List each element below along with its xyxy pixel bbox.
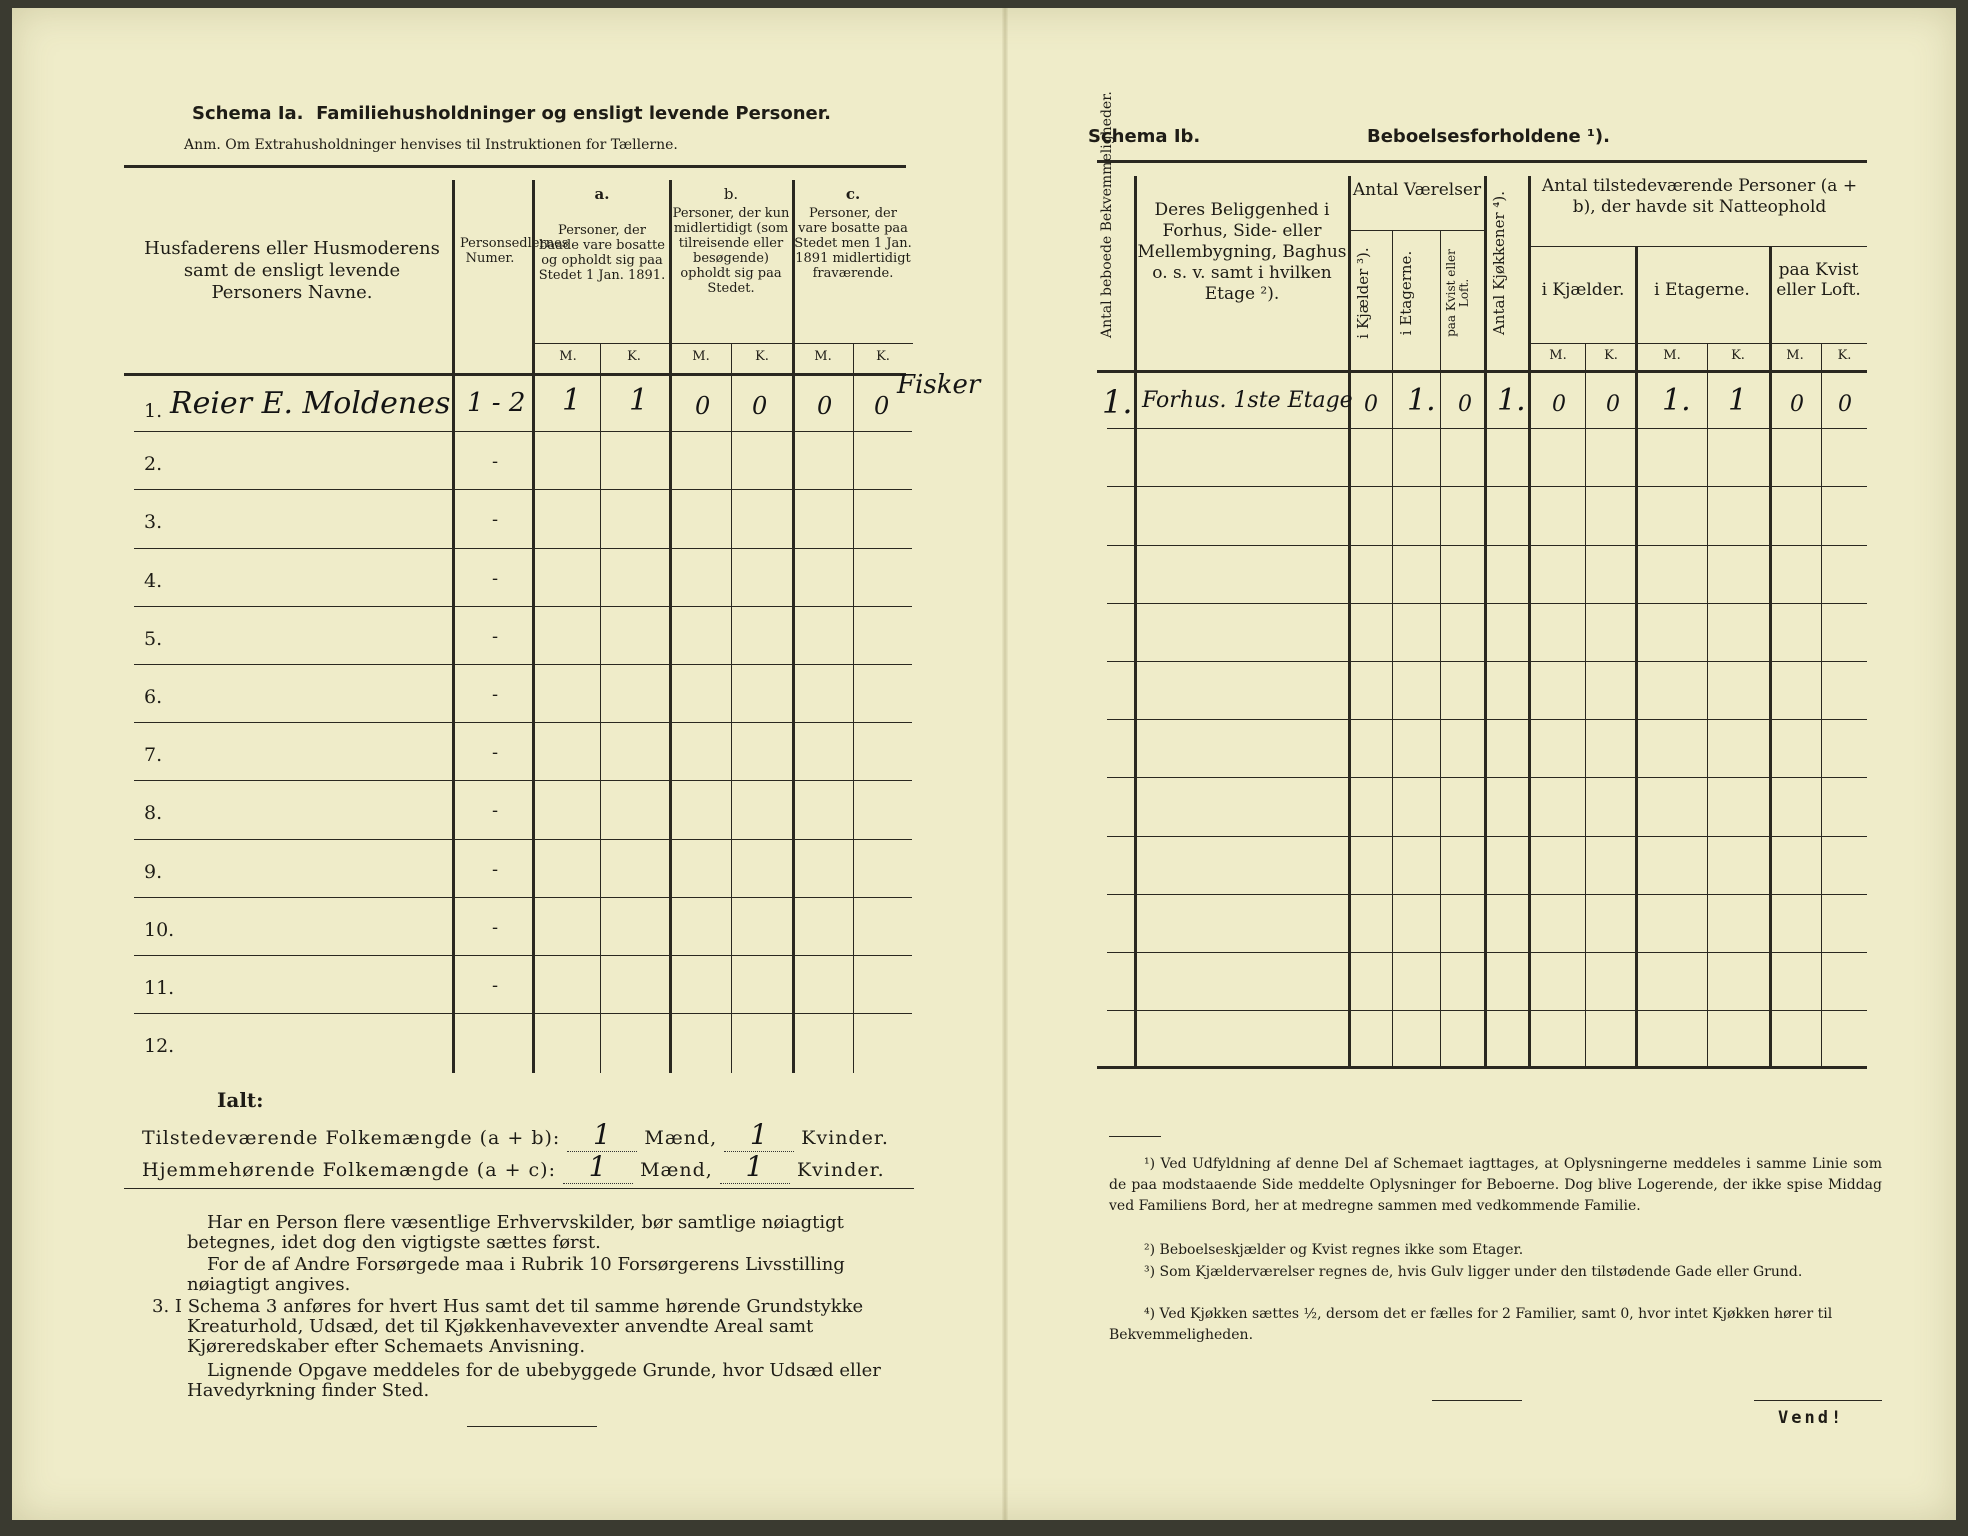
left-row-rule [134, 897, 912, 898]
mk-rule [535, 343, 913, 344]
rv-10 [1769, 246, 1772, 1066]
col-kjokkener: Antal Kjøkkener ⁴). [1490, 190, 1508, 336]
schema-ia-title: Schema Ia. Familiehusholdninger og ensligt levende Personer. [192, 103, 831, 124]
left-row-rule [134, 722, 912, 723]
row-num: 11. [144, 977, 175, 999]
row-num: 9. [144, 860, 163, 883]
col-c-letter: c. [845, 185, 861, 203]
left-row-rule [134, 431, 912, 432]
left-row-rule [134, 839, 912, 840]
r-pl-m-value: 0 [1790, 392, 1804, 417]
numer-dash: - [492, 916, 499, 938]
bottom-short-rule [1432, 1400, 1522, 1401]
footnote-rule [1109, 1136, 1161, 1137]
rtable-bottom-rule [1097, 1066, 1867, 1069]
a-m-label: M. [559, 349, 577, 364]
a-m-value: 1 [562, 383, 582, 418]
row-num: 8. [144, 802, 163, 825]
census-form-page [12, 8, 1956, 1520]
col-etagerne: i Etagerne. [1397, 250, 1415, 336]
numer-dash: - [492, 975, 499, 996]
hjem-k-value: 1 [745, 1150, 765, 1183]
note-1: Har en Person flere væsentlige Erhvervskilder, bør samtlige nøiagtigt betegnes, idet dog den vigtigste sættes først. [187, 1212, 844, 1253]
a-k-label: K. [627, 349, 641, 364]
r-pe-m-value: 1. [1662, 383, 1691, 418]
right-row-rule [1107, 719, 1867, 720]
r-pk-k-value: 0 [1606, 392, 1620, 417]
vline-b [792, 180, 795, 1073]
right-row-rule [1107, 545, 1867, 546]
right-row-rule [1107, 894, 1867, 895]
household-name: Reier E. Moldenes [170, 386, 451, 421]
note-4: Lignende Opgave meddeles for de ubebyggede Grunde, hvor Udsæd eller Havedyrkning finder Sted. [187, 1360, 881, 1401]
left-row-rule [134, 955, 912, 956]
a-k-value: 1 [629, 383, 649, 418]
schema-ib-title: Schema Ib. [1088, 126, 1201, 147]
hjem-row: Hjemmehørende Folkemængde (a + c): 1 Mænd, 1 Kvinder. [142, 1150, 885, 1183]
vline-names [452, 180, 455, 1073]
header-bottom-rule [124, 373, 906, 376]
rv-11 [1821, 343, 1822, 1066]
numer-dash: - [492, 451, 499, 473]
notes-end-rule [467, 1426, 597, 1427]
row-num: 5. [144, 627, 163, 650]
ialt-label: Ialt: [217, 1088, 264, 1112]
right-row-rule [1107, 1010, 1867, 1011]
row-num: 7. [144, 744, 163, 767]
r-antal-value: 1. [1102, 383, 1133, 421]
col-a-header: Personer, der baade vare bosatte og opholdt sig paa Stedet 1 Jan. 1891. [538, 223, 666, 283]
col-p-etagerne: i Etagerne. [1654, 280, 1750, 300]
anm-note: Anm. Om Extrahusholdninger henvises til Instruktionen for Tællerne. [184, 137, 678, 153]
pe-m-label: M. [1663, 348, 1681, 363]
person-numer: 1 - 2 [467, 388, 526, 418]
r-pk-m-value: 0 [1552, 392, 1566, 417]
tilst-m-value: 1 [592, 1118, 612, 1151]
r-pl-k-value: 0 [1838, 392, 1852, 417]
vline-c-mk [853, 343, 854, 1073]
r-kjokkener-value: 1. [1497, 383, 1526, 418]
personer-rule [1529, 246, 1867, 247]
numer-dash: - [492, 684, 499, 705]
numer-dash: - [492, 567, 499, 589]
rv-6 [1528, 176, 1531, 1066]
row-num: 1. [144, 400, 163, 422]
table-top-rule [124, 165, 906, 168]
r-pe-k-value: 1 [1728, 383, 1748, 418]
rv-2 [1348, 176, 1351, 1066]
r-mk-rule [1529, 343, 1867, 344]
right-row-rule [1107, 952, 1867, 953]
note-3: 3. I Schema 3 anføres for hvert Hus samt det til samme hørende Grundstykke Kreaturhold, Udsæd, det til Kjøkkenhavevexter anvendte Areal samt Kjøreredskaber efter Schemaets Anvisning. [152, 1296, 864, 1357]
col-numer-header: Personsedlernes Numer. [460, 236, 569, 266]
schema-ib-subtitle: Beboelsesforholdene ¹). [1367, 126, 1610, 147]
ialt-bottom-rule [124, 1188, 914, 1189]
footnote-2: ²) Beboelseskjælder og Kvist regnes ikke som Etager. [1144, 1242, 1524, 1258]
col-p-kvist: paa Kvist eller Loft. [1776, 260, 1861, 300]
numer-dash: - [492, 742, 499, 764]
col-vaerelser: Antal Værelser [1352, 180, 1482, 200]
row-num: 2. [144, 453, 163, 476]
tilst-k-value: 1 [749, 1118, 769, 1151]
row-num: 3. [144, 511, 163, 534]
r-etagerne-value: 1. [1407, 383, 1436, 418]
vend-label: Vend! [1778, 1408, 1845, 1428]
right-row-rule [1107, 777, 1867, 778]
col-kvist: paa Kvist eller Loft. [1444, 249, 1471, 337]
note-2: For de af Andre Forsørgede maa i Rubrik 10 Forsørgerens Livsstilling nøiagtigt angives. [187, 1254, 845, 1295]
right-row-rule [1107, 836, 1867, 837]
b-k-value: 0 [752, 392, 768, 420]
col-b-header: Personer, der kun midlertidigt (som tilreisende eller besøgende) opholdt sig paa Stedet. [672, 206, 790, 296]
left-row-rule [134, 489, 912, 490]
rheader-bottom-rule [1097, 370, 1867, 373]
numer-dash: - [492, 800, 499, 822]
pl-m-label: M. [1786, 348, 1804, 363]
left-row-rule [134, 664, 912, 665]
rv-9 [1707, 343, 1708, 1066]
pe-k-label: K. [1731, 348, 1745, 363]
r-kvist-value: 0 [1458, 392, 1472, 417]
col-names-header: Husfaderens eller Husmoderens samt de ensligt levende Personers Navne. [144, 238, 440, 303]
col-a-letter: a. [594, 185, 610, 203]
rv-8 [1635, 246, 1638, 1066]
page-fold [1002, 8, 1008, 1520]
pk-m-label: M. [1549, 348, 1567, 363]
left-row-rule [134, 780, 912, 781]
rv-3 [1392, 230, 1393, 1066]
col-personer: Antal tilstedeværende Personer (a + b), der havde sit Natteophold [1541, 176, 1858, 217]
vline-a [669, 180, 672, 1073]
b-m-label: M. [692, 349, 710, 364]
col-c-header: Personer, der vare bosatte paa Stedet men 1 Jan. 1891 midlertidigt fraværende. [794, 206, 912, 281]
numer-dash: - [492, 625, 499, 647]
r-beliggenhed-value: Forhus. 1ste Etage [1142, 388, 1353, 413]
col-kjaelder: i Kjælder ³). [1354, 247, 1372, 339]
c-k-value: 0 [874, 392, 890, 420]
hjem-m-value: 1 [588, 1150, 608, 1183]
tilst-row: Tilstedeværende Folkemængde (a + b): 1 Mænd, 1 Kvinder. [142, 1118, 889, 1151]
vline-numer [532, 180, 535, 1073]
r-kjaelder-value: 0 [1364, 392, 1378, 417]
rv-1 [1134, 176, 1137, 1066]
right-row-rule [1107, 486, 1867, 487]
c-k-label: K. [876, 349, 890, 364]
right-row-rule [1107, 603, 1867, 604]
c-m-value: 0 [817, 392, 833, 420]
pk-k-label: K. [1604, 348, 1618, 363]
col-b-letter: b. [723, 185, 739, 203]
right-row-rule [1107, 661, 1867, 662]
left-row-rule [134, 1013, 912, 1014]
numer-dash: - [492, 509, 499, 531]
c-m-label: M. [814, 349, 832, 364]
col-beliggenhed: Deres Beliggenhed i Forhus, Side- eller Mellembygning, Baghus o. s. v. samt i hvilken Etage ²). [1137, 200, 1347, 304]
b-k-label: K. [755, 349, 769, 364]
numer-dash: - [492, 858, 499, 880]
footnote-3: ³) Som Kjælderværelser regnes de, hvis Gulv ligger under den tilstødende Gade eller Grund. [1144, 1264, 1803, 1280]
row-num: 12. [144, 1035, 175, 1058]
pl-k-label: K. [1837, 348, 1852, 363]
b-m-value: 0 [695, 392, 711, 420]
footnote-4: ⁴) Ved Kjøkken sættes ½, dersom det er fælles for 2 Familier, samt 0, hvor intet Kjøkken hører til Bekvemmeligheden. [1109, 1306, 1833, 1343]
row-num: 6. [144, 686, 163, 708]
col-p-kjaelder: i Kjælder. [1541, 280, 1625, 300]
rv-4 [1440, 230, 1441, 1066]
left-row-rule [134, 606, 912, 607]
footnote-1: ¹) Ved Udfyldning af denne Del af Schemaet iagttages, at Oplysningerne meddeles i samme Linie som de paa modstaaende Side meddelte Oplysninger for Beboerne. Dog blive Logerende, der ikke spise Middag ved Familiens Bord, her at medregne sammen med vedkommende Familie. [1109, 1156, 1882, 1214]
left-row-rule [134, 548, 912, 549]
rv-7 [1585, 343, 1586, 1066]
row-num: 4. [144, 569, 163, 592]
vend-rule [1754, 1400, 1882, 1401]
col-antal-beboede: Antal beboede Bekvemmeligheder. [1099, 91, 1115, 338]
vline-a-mk [600, 343, 601, 1073]
vline-b-mk [731, 343, 732, 1073]
row-num: 10. [144, 918, 175, 941]
rv-5 [1484, 176, 1487, 1066]
vaerelser-rule [1349, 230, 1485, 231]
rtable-top-rule [1097, 160, 1867, 163]
right-row-rule [1107, 428, 1867, 429]
occupation-note: Fisker [897, 370, 981, 400]
